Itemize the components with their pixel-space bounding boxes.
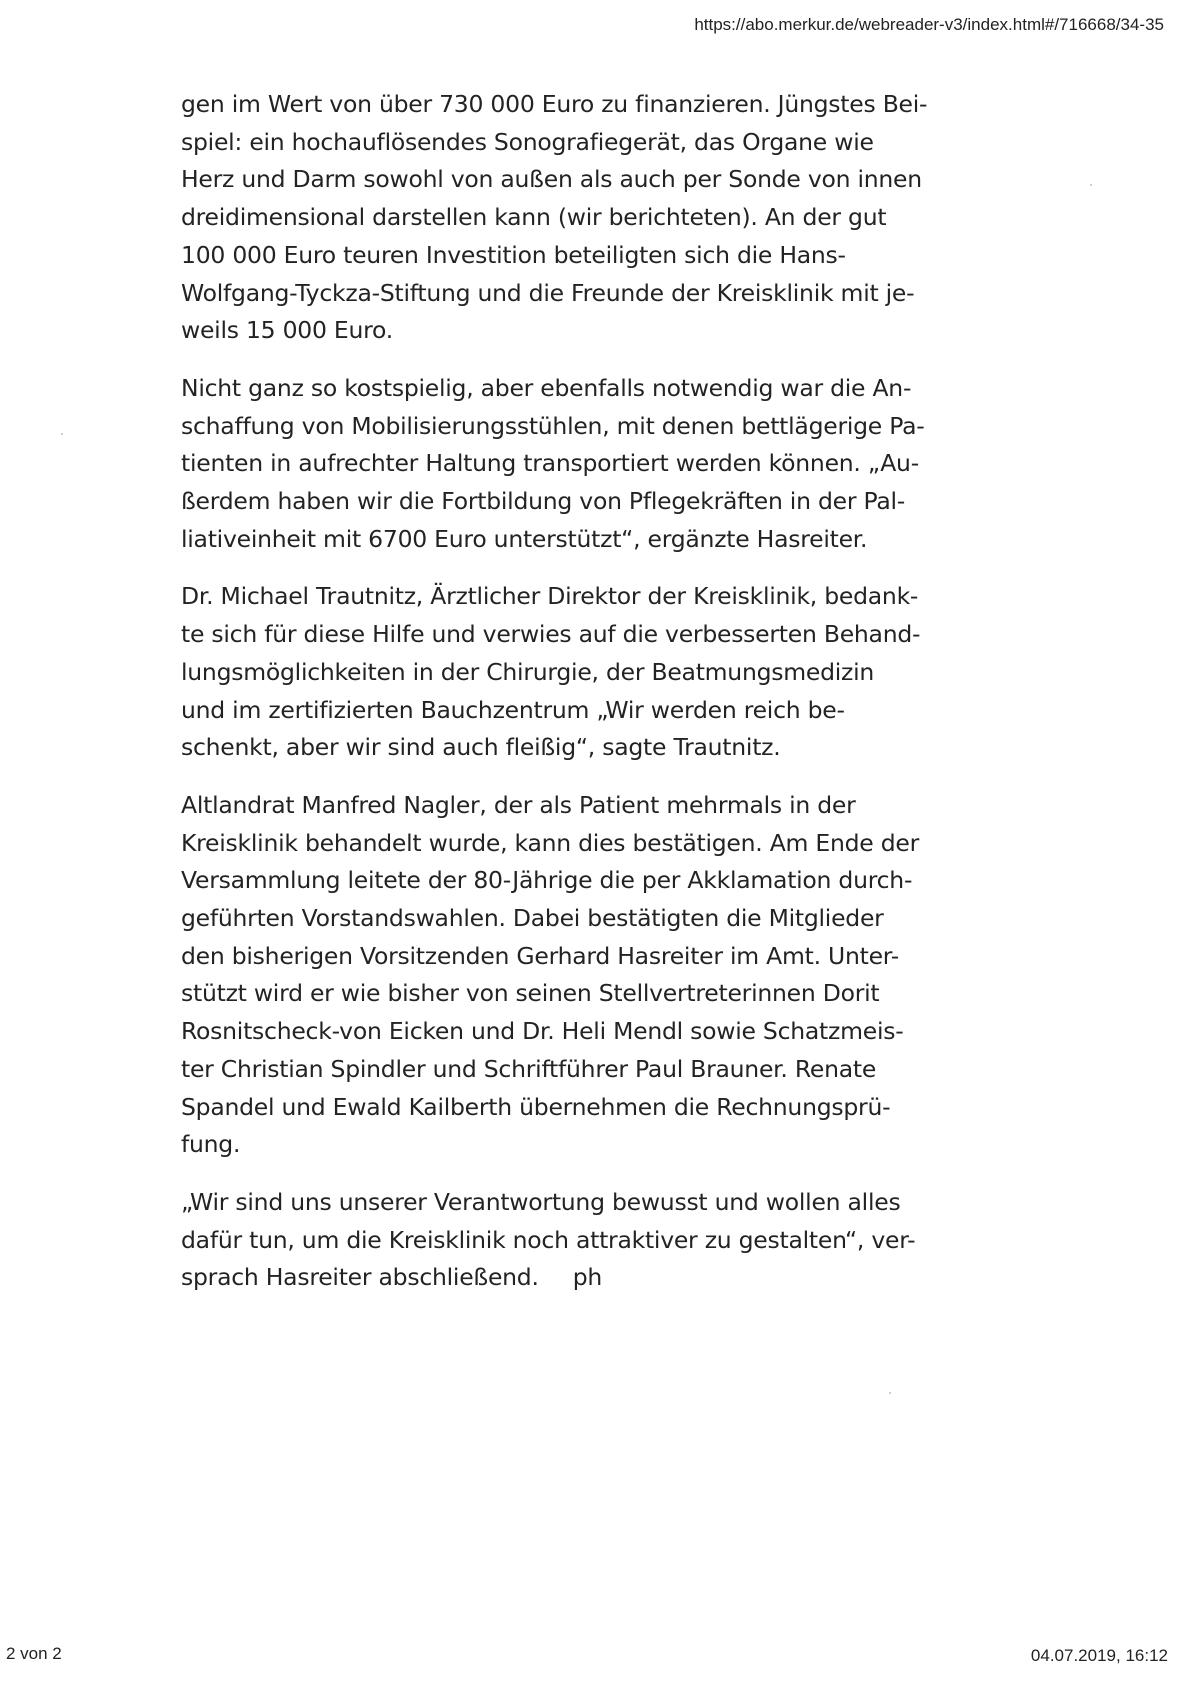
print-footer-datetime: 04.07.2019, 16:12: [1030, 1646, 1168, 1665]
text-line: gen im Wert von über 730 000 Euro zu finanzieren. Jüngstes Bei-: [181, 90, 928, 118]
print-header-url: https://abo.merkur.de/webreader-v3/index.html#/716668/34-35: [694, 15, 1164, 34]
article-body: [181, 86, 1001, 1297]
text-line: geführten Vorstandswahlen. Dabei bestätigten die Mitglieder: [181, 904, 884, 933]
text-line: dreidimensional darstellen kann (wir berichteten). An der gut: [181, 203, 887, 232]
text-line: Wolfgang-Tyckza-Stiftung und die Freunde der Kreisklinik mit je-: [181, 278, 915, 307]
article-paragraph: [181, 787, 1001, 1164]
text-line: Herz und Darm sowohl von außen als auch per Sonde von innen: [181, 165, 922, 194]
text-line: lungsmöglichkeiten in der Chirurgie, der Beatmungsmedizin: [181, 657, 875, 686]
text-line: fung.: [181, 1130, 241, 1159]
text-line: [181, 1259, 1001, 1297]
text-line: Versammlung leitete der 80-Jährige die per Akklamation durch-: [181, 866, 913, 895]
text-line: den bisherigen Vorsitzenden Gerhard Hasreiter im Amt. Unter-: [181, 941, 899, 970]
text-line: liativeinheit mit 6700 Euro unterstützt“, ergänzte Hasreiter.: [181, 524, 868, 553]
text-line: weils 15 000 Euro.: [181, 316, 393, 345]
text-line: Nicht ganz so kostspielig, aber ebenfalls notwendig war die An-: [181, 373, 912, 402]
text-line: stützt wird er wie bisher von seinen Stellvertreterinnen Dorit: [181, 979, 880, 1008]
article-paragraph: [181, 1184, 1001, 1297]
text-line: 100 000 Euro teuren Investition beteiligten sich die Hans-: [181, 240, 846, 269]
text-line: ter Christian Spindler und Schriftführer Paul Brauner. Renate: [181, 1054, 877, 1083]
article-paragraph: [181, 578, 1001, 767]
text-line: und im zertifizierten Bauchzentrum „Wir werden reich be-: [181, 695, 845, 724]
text-line: Rosnitscheck-von Eicken und Dr. Heli Mendl sowie Schatzmeis-: [181, 1017, 904, 1046]
text-line: Kreisklinik behandelt wurde, kann dies bestätigen. Am Ende der: [181, 828, 920, 857]
scan-speck: [61, 433, 63, 435]
scan-speck: [889, 1392, 891, 1394]
text-line: tienten in aufrechter Haltung transportiert werden können. „Au-: [181, 449, 919, 478]
text-line: spiel: ein hochauflösendes Sonografiegerät, das Organe wie: [181, 127, 874, 156]
paragraph-spacer: [181, 1164, 1001, 1184]
paragraph-spacer: [181, 558, 1001, 578]
text-line: dafür tun, um die Kreisklinik noch attraktiver zu gestalten“, ver-: [181, 1225, 916, 1254]
text-line: Altlandrat Manfred Nagler, der als Patient mehrmals in der: [181, 790, 856, 819]
paragraph-spacer: [181, 350, 1001, 370]
scan-speck: [1090, 184, 1092, 186]
text-line: Dr. Michael Trautnitz, Ärztlicher Direktor der Kreisklinik, bedank-: [181, 582, 919, 611]
text-line: ßerdem haben wir die Fortbildung von Pflegekräften in der Pal-: [181, 487, 905, 516]
text-line-content: sprach Hasreiter abschließend.: [181, 1263, 539, 1292]
article-paragraph: [181, 86, 1001, 350]
paragraph-spacer: [181, 767, 1001, 787]
article-paragraph: [181, 370, 1001, 559]
author-signature: ph: [572, 1263, 603, 1292]
text-line: schaffung von Mobilisierungsstühlen, mit denen bettlägerige Pa-: [181, 411, 925, 440]
text-line: schenkt, aber wir sind auch fleißig“, sagte Trautnitz.: [181, 733, 781, 762]
text-line: „Wir sind uns unserer Verantwortung bewusst und wollen alles: [181, 1187, 901, 1216]
text-line: te sich für diese Hilfe und verwies auf die verbesserten Behand-: [181, 620, 921, 649]
print-footer-page-number: 2 von 2: [6, 1644, 62, 1663]
text-line: Spandel und Ewald Kailberth übernehmen die Rechnungsprü-: [181, 1092, 891, 1121]
